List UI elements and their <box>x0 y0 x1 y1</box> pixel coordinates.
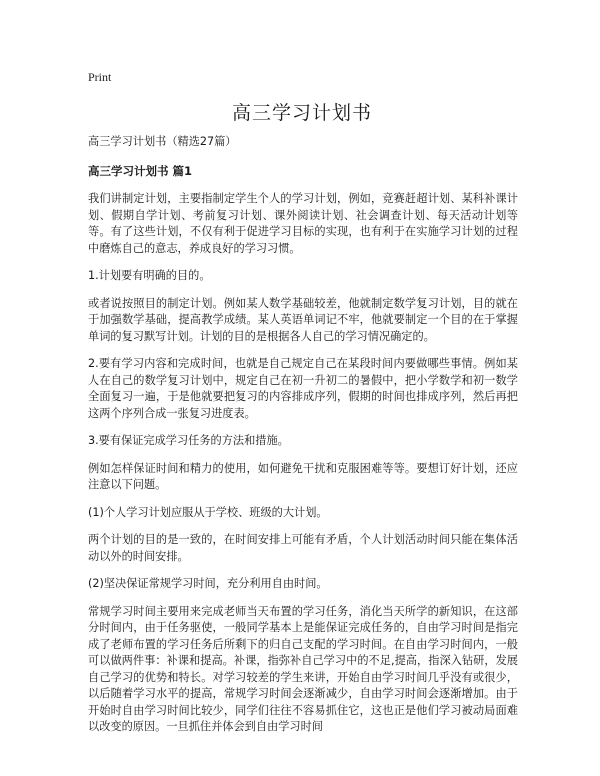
document-body <box>88 134 518 747</box>
paragraph-point-1: 1.计划要有明确的目的。 <box>88 269 211 282</box>
document-title: 高三学习计划书 <box>231 102 372 124</box>
paragraph-sub-1: (1)个人学习计划应服从于学校、班级的大计划。 <box>88 505 328 519</box>
paragraph-point-3-detail: 例如怎样保证时间和精力的使用，如何避免干扰和克服困难等等。要想订好计划，还应注意以下问题。 <box>88 461 518 491</box>
paragraph-sub-2-detail: 常规学习时间主要用来完成老师当天布置的学习任务，消化当天所学的新知识，在这部分时间内，由于任务驱使，一般同学基本上是能保证完成任务的，自由学习时间是指完成了老师布置的学习任务后所剩下的归自己支配的学习时间。在自由学习时间内，一般可以做两件事：补课和提高。补课，指弥补自己学习中的不足,提高，指深入钻研，发展自己学习的优势和特长。对学习较差的学生来讲，开始自由学习时间几乎没有或很少，以后随着学习水平的提高，常规学习时间会逐渐减少，自由学习时间会逐渐增加。由于开始时自由学习时间比较少，同学们往往不容易抓住它，这也正是他们学习被动局面难以改变的原因。一旦抓住并体会到自由学习时间 <box>88 604 518 733</box>
paragraph-point-1-detail: 或者说按照目的制定计划。例如某人数学基础较差，他就制定数学复习计划，目的就在于加强数学基础，提高教学成绩。某人英语单词记不牢，他就要制定一个目的在于掌握单词的复习默写计划。计划的目的是根据各人自己的学习情况确定的。 <box>88 296 518 343</box>
print-label[interactable]: Print <box>88 70 112 84</box>
paragraph-intro: 我们讲制定计划，主要指制定学生个人的学习计划，例如，竞赛赶超计划、某科补课计划、假期自学计划、考前复习计划、课外阅读计划、社会调查计划、每天活动计划等等。有了这些计划，不仅有利于促进学习目标的实现，也有利于在实施学习计划的过程中磨炼自己的意志，养成良好的学习习惯。 <box>88 192 518 255</box>
paragraph-sub-2: (2)坚决保证常规学习时间，充分利用自由时间。 <box>88 577 328 590</box>
paragraph-point-2: 2.要有学习内容和完成时间，也就是自己规定自己在某段时间内要做哪些事情。例如某人在自己的数学复习计划中，规定自己在初一升初二的暑假中，把小学数学和初一数学全面复习一遍，于是他就要把复习的内容排成序列，假期的时间也排成序列，然后再把这两个序列合成一张复习进度表。 <box>88 357 518 420</box>
section-heading: 高三学习计划书 篇1 <box>88 163 193 178</box>
paragraph-point-3: 3.要有保证完成学习任务的方法和措施。 <box>88 434 289 447</box>
document-subtitle: 高三学习计划书（精选27篇） <box>88 135 237 148</box>
paragraph-sub-1-detail: 两个计划的目的是一致的，在时间安排上可能有矛盾，个人计划活动时间只能在集体活动以外的时间安排。 <box>88 533 518 563</box>
